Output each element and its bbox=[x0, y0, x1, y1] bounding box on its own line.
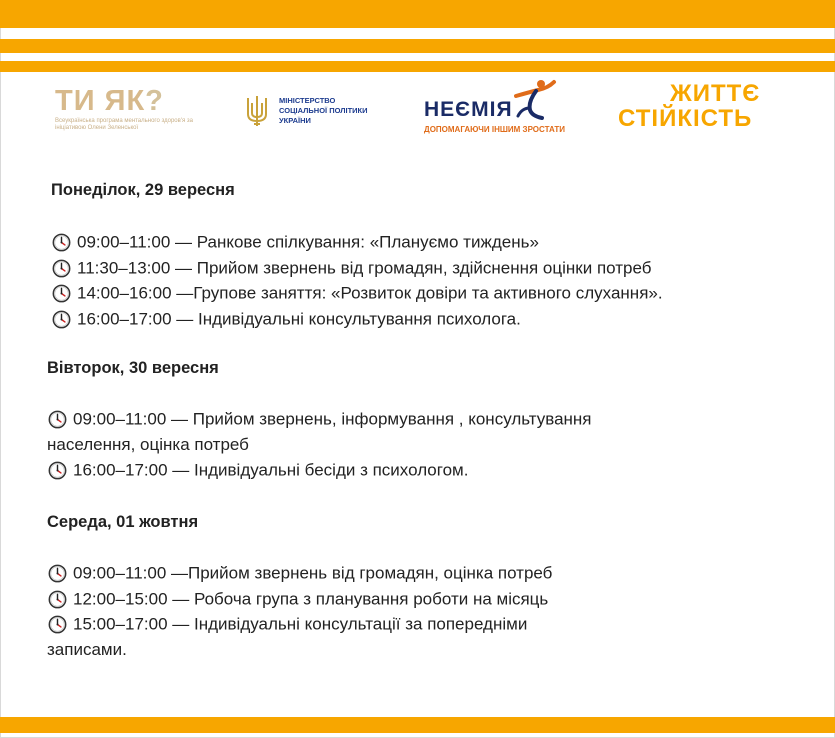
partner-logos bbox=[0, 78, 835, 148]
zhyttestiykist-line-2: СТІЙКІСТЬ bbox=[618, 105, 753, 132]
clock-icon bbox=[52, 310, 71, 329]
list-item: 14:00–16:00 —Групове заняття: «Розвиток довіри та активного слухання». bbox=[52, 280, 663, 307]
ministry-line-3: УКРАЇНИ bbox=[279, 116, 311, 125]
list-item-continuation: записами. bbox=[47, 640, 127, 659]
zhyttestiykist-logo bbox=[618, 81, 783, 131]
list-item-continuation: населення, оцінка потреб bbox=[47, 435, 249, 454]
ministry-line-2: СОЦІАЛЬНОЇ ПОЛІТИКИ bbox=[279, 106, 368, 115]
ti-yak-title: ТИ ЯК bbox=[55, 85, 146, 117]
ti-yak-logo bbox=[55, 86, 205, 132]
day-title-tuesday: Вівторок, 30 вересня bbox=[47, 359, 219, 377]
ti-yak-mark: ? bbox=[145, 85, 164, 117]
list-item: 16:00–17:00 — Індивідуальні бесіди з психологом. bbox=[48, 457, 468, 484]
clock-icon bbox=[52, 233, 71, 252]
nemiya-subtitle: ДОПОМАГАЮЧИ ІНШИМ ЗРОСТАТИ bbox=[424, 125, 565, 134]
bottom-stripe bbox=[0, 717, 835, 733]
clock-icon bbox=[48, 615, 67, 634]
day-title-wednesday: Середа, 01 жовтня bbox=[47, 513, 199, 531]
list-item: 15:00–17:00 — Індивідуальні консультації за попередніми bbox=[48, 611, 527, 638]
day-title-monday: Понеділок, 29 вересня bbox=[51, 181, 235, 199]
clock-icon bbox=[48, 564, 67, 583]
ministry-line-1: МІНІСТЕРСТВО bbox=[279, 96, 336, 105]
trident-icon bbox=[244, 94, 270, 128]
clock-icon bbox=[52, 284, 71, 303]
nemiya-title: НЕЄМІЯ bbox=[424, 98, 513, 121]
clock-icon bbox=[52, 259, 71, 278]
zhyttestiykist-line-1: ЖИТТЄ bbox=[670, 80, 761, 107]
ti-yak-subtitle: Всеукраїнська програма ментального здоров'я за ініціативою Олени Зеленської bbox=[55, 118, 193, 131]
runner-figure-icon bbox=[508, 78, 558, 120]
list-item: 12:00–15:00 — Робоча група з планування роботи на місяць bbox=[48, 586, 548, 613]
top-stripe-3 bbox=[0, 61, 835, 72]
clock-icon bbox=[48, 590, 67, 609]
clock-icon bbox=[48, 410, 67, 429]
list-item: 16:00–17:00 — Індивідуальні консультування психолога. bbox=[52, 306, 521, 333]
list-item: 11:30–13:00 — Прийом звернень від громадян, здійснення оцінки потреб bbox=[52, 255, 651, 282]
nemiya-logo bbox=[424, 78, 564, 140]
top-stripe-2 bbox=[0, 39, 835, 53]
list-item: 09:00–11:00 — Прийом звернень, інформування , консультування bbox=[48, 406, 592, 433]
ministry-logo bbox=[244, 94, 394, 130]
list-item: 09:00–11:00 — Ранкове спілкування: «Плануємо тиждень» bbox=[52, 229, 539, 256]
top-stripe-1 bbox=[0, 0, 835, 28]
clock-icon bbox=[48, 461, 67, 480]
list-item: 09:00–11:00 —Прийом звернень від громадян, оцінка потреб bbox=[48, 560, 552, 587]
